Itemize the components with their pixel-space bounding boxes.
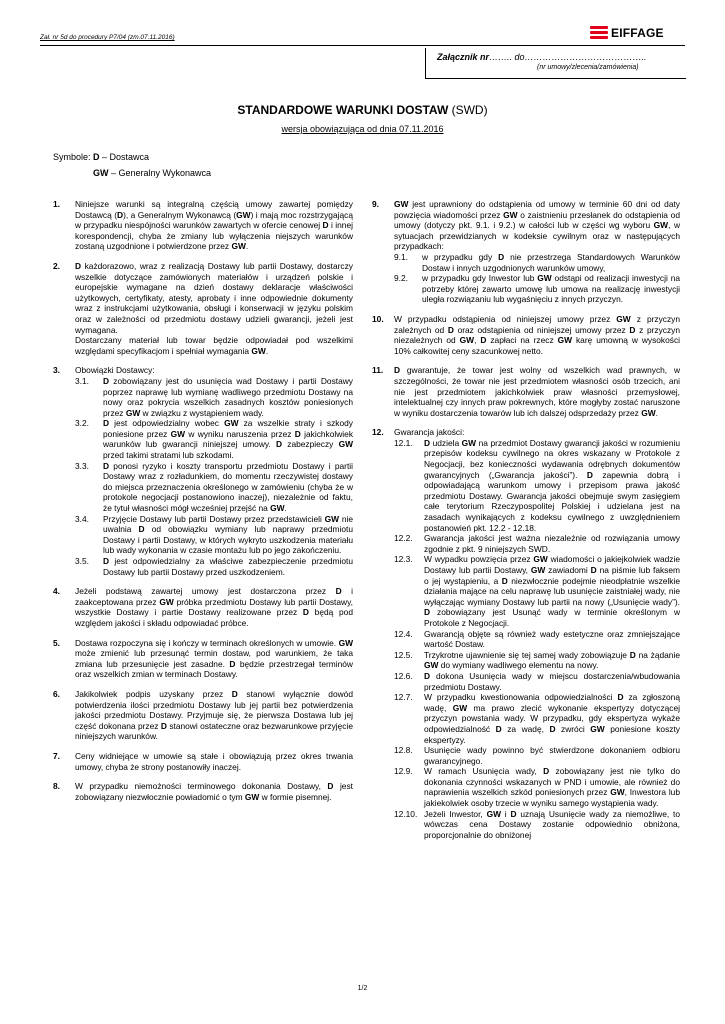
clause-text: D gwarantuje, że towar jest wolny od wszelkich wad prawnych, w szczególności, że towar nie jest przedmiotem własności osób trzecich, ani nie jest przedmiotem jakichkolwiek praw własności przemysłowej, intelektualnej czy innych praw pokrewnych, które mogłyby zostać naruszone w wyniku dostarczenia towarów lub ich dalszej odsprzedaży przez GW. <box>394 365 680 418</box>
clause-number: 4. <box>53 586 60 597</box>
subclause-number: 3.2. <box>75 418 89 429</box>
page-number: 1/2 <box>357 985 368 992</box>
subclause-number: 12.1. <box>394 437 413 448</box>
subclause-number: 3.4. <box>75 513 89 524</box>
attachment-number: Załącznik nr…….. do………………………………….. <box>437 52 647 62</box>
clause-number: 10. <box>372 313 384 324</box>
subclause-number: 12.10. <box>394 808 418 819</box>
subclause-text: Trzykrotne ujawnienie się tej samej wady zobowiązuje D na żądanie GW do wymiany wadliwego elementu na nowy. <box>424 649 680 671</box>
symbols-line-d: Symbole: D – Dostawca <box>53 152 150 162</box>
clause-text: Gwarancja jakości: <box>394 427 465 438</box>
subclause-number: 3.5. <box>75 556 89 566</box>
clause-text: Dostawa rozpoczyna się i kończy w terminach określonych w umowie. GW może zmienić lub przesunąć termin dostaw, pod warunkiem, że taka zmiana lub przesunięcie jest zasadne. D będzie przestrzegał terminów oraz wszelkich zmian w terminach Dostawy. <box>75 637 353 680</box>
eiffage-logo-mark-icon <box>590 26 608 40</box>
subclause-12-6 <box>394 671 680 692</box>
subclause-12-5 <box>394 650 680 671</box>
clause-number: 8. <box>53 781 60 792</box>
subclause-text: D jest odpowiedzialny wobec GW za wszelkie straty i szkody poniesione przez GW w wyniku naruszenia przez D jakichkolwiek warunków lub gwarancji niniejszej umowy. D zabezpieczy GW przed takimi stratami lub szkodami. <box>103 418 354 461</box>
clause-number: 12. <box>372 427 384 438</box>
subclause-12-3 <box>394 554 680 628</box>
subclause-3-3 <box>75 461 353 514</box>
subclause-3-2 <box>75 418 353 460</box>
subclause-number: 9.2. <box>394 273 408 284</box>
subclause-number: 12.9. <box>394 766 413 777</box>
clause-text: D każdorazowo, wraz z realizacją Dostawy lub partii Dostawy, dostarczy wszelkie dotyczące zamówionych materiałów i urządzeń polskie i europejskie wymagane na dzień dostawy deklaracje właściwości użytkowych, certyfikaty, atesty, aprobaty i inne odpowiednie dokumenty wraz z instrukcjami użytkowania, obsługi i konserwacji w języku polskim oraz w zależności od przedmiotu dostawy udzieli gwarancji, jeżeli jest wymagana. <box>75 260 353 335</box>
clause-3 <box>53 365 353 577</box>
subclause-number: 3.3. <box>75 460 89 471</box>
clause-number: 11. <box>372 365 384 376</box>
subclause-number: 12.7. <box>394 692 413 703</box>
clause-12 <box>372 427 680 840</box>
clause-text: Jeżeli podstawą zawartej umowy jest dostarczona przez D i zaakceptowana przez GW próbka przedmiotu Dostawy lub partii Dostawy, wszystkie Dostawy i partie Dostawy realizowane przez D będą pod względem jakości i składu odpowiadać próbce. <box>75 586 353 628</box>
clause-number: 5. <box>53 637 60 648</box>
subclause-text: Gwarancja jakości jest ważna niezależnie od rozwiązania umowy zgodnie z pkt. 9 niniejszych SWD. <box>424 533 680 554</box>
subclause-text: w przypadku gdy Inwestor lub GW odstąpi od realizacji inwestycji na potrzeby której zawarto umowę lub umowa na realizację inwestycji uległa rozwiązaniu lub wygaśnięciu z innych przyczyn. <box>422 273 681 305</box>
subclause-text: D jest odpowiedzialny za właściwe zabezpieczenie przedmiotu Dostawy lub partii Dostawy przed uszkodzeniem. <box>103 556 353 577</box>
clause-number: 1. <box>53 199 60 209</box>
subclause-number: 12.6. <box>394 670 413 681</box>
clause-6 <box>53 689 353 742</box>
clause-text: Obowiązki Dostawcy: <box>75 365 155 376</box>
subclause-text: D ponosi ryzyko i koszty transportu przedmiotu Dostawy i partii Dostawy wraz z rozładunkiem, do momentu rzeczywistej dostawy do miejsca przeznaczenia określonego w zamówieniu (chyba że w protokole negocjacji postanowiono inaczej), niezależnie od faktu, że tytuł własności mógł wcześniej przejść na GW. <box>103 460 353 514</box>
subclause-3-4 <box>75 514 353 556</box>
eiffage-logo-text: EIFFAGE <box>611 26 664 40</box>
clause-1 <box>53 199 353 252</box>
subclause-number: 12.2. <box>394 533 413 544</box>
clause-number: 6. <box>53 688 60 699</box>
clause-number: 2. <box>53 260 60 271</box>
subclause-text: W wypadku powzięcia przez GW wiadomości o jakiejkolwiek wadzie Dostawy lub partii Dostawy, GW zawiadomi D na piśmie lub faksem o jej wystąpieniu, a D niezwłocznie podejmie nieodpłatnie wszelkie działania mające na celu naprawę lub usunięcie zaistniałej wady, nie wyłączając wymiany Dostawy lub partii na nowy („Usunięcie wady”). D zobowiązany jest Usunąć wady w terminie określonym w Protokole z Negocjacji. <box>424 554 681 628</box>
clause-number: 9. <box>372 199 379 209</box>
subclause-text: W przypadku kwestionowania odpowiedzialności D za zgłoszoną wadę, GW ma prawo zlecić wykonanie ekspertyzy dotyczącej przyczyn powstania wady. W przypadku, gdy ekspertyza wykaże odpowiedzialność D za wadę, D zwróci GW poniesione koszty ekspertyzy. <box>424 692 680 745</box>
subclause-text: w przypadku gdy D nie przestrzega Standardowych Warunków Dostaw i innych uzgodnionych warunków umowy, <box>422 251 680 273</box>
symbols-line-gw: GW – Generalny Wykonawca <box>93 168 211 178</box>
clause-number: 3. <box>53 365 60 376</box>
subclause-12-8 <box>394 745 680 766</box>
left-column <box>53 199 353 811</box>
subclause-number: 12.3. <box>394 554 413 565</box>
right-column <box>372 199 680 849</box>
subclause-number: 3.1. <box>75 375 89 386</box>
clause-text: Niniejsze warunki są integralną częścią umowy zawartej pomiędzy Dostawcą (D), a Generalnym Wykonawcą (GW) i mają moc rozstrzygającą w przypadku niespójności warunków zawartych w ofercie cenowej D i innej korespondencji, chyba że zmiany lub wyłączenia niejszych warunków zostaną uzgodnione i potwierdzone przez GW. <box>75 199 353 252</box>
subclause-12-9 <box>394 766 680 808</box>
subclause-text: D zobowiązany jest do usunięcia wad Dostawy i partii Dostawy poprzez naprawę lub wymianę wadliwego przedmiotu Dostawy na nowy oraz pokrycia wszelkich zasadnych kosztów poniesionych przez GW w związku z wystąpieniem wady. <box>103 375 353 418</box>
clause-text: W przypadku odstąpienia od niniejszej umowy przez GW z przyczyn zależnych od D oraz odstąpienia od niniejszej umowy przez D z przyczyn niezależnych od GW, D zapłaci na rzecz GW karę umowną w wysokości 10% całkowitej ceny szacunkowej netto. <box>394 313 680 356</box>
attachment-note: (nr umowy/zlecenia/zamówienia) <box>537 64 639 71</box>
subclause-text: W ramach Usunięcia wady, D zobowiązany jest nie tylko do dokonania czynności wskazanych w PND i umowie, ale również do naprawienia wszelkich szkód poniesionych przez GW, Inwestora lub jakiekolwiek osoby trzecie w wyniku samego wystąpienia wady. <box>424 766 680 809</box>
clause-text: Jakikolwiek podpis uzyskany przez D stanowi wyłącznie dowód potwierdzenia ilości przedmiotu Dostawy lub jej partii bez potwierdzenia jakości przedmiotu Dostawy. Przyjmuje się, że pierwsza Dostawa lub jej część dokonana przez D stanowi ostateczne oraz bezwarunkowe przyjęcie niniejszych warunków. <box>75 688 353 742</box>
clause-8 <box>53 781 353 802</box>
subclause-number: 12.4. <box>394 628 413 639</box>
clause-7 <box>53 751 353 772</box>
subclause-12-10 <box>394 809 680 841</box>
subclause-text: D dokona Usunięcia wady w miejscu dostarczenia/wbudowania przedmiotu Dostawy. <box>424 670 680 692</box>
eiffage-logo <box>590 24 688 42</box>
subclause-12-4 <box>394 629 680 650</box>
clause-extra-text: Dostarczany materiał lub towar będzie odpowiadał pod wszelkimi względami specyfikacjom i spełniał wymagania GW. <box>75 335 353 356</box>
clause-10 <box>372 314 680 356</box>
subclause-text: Usunięcie wady powinno być stwierdzone dokonaniem odbioru gwarancyjnego. <box>424 745 680 766</box>
document-title: STANDARDOWE WARUNKI DOSTAW (SWD) <box>237 103 488 117</box>
clause-text: W przypadku niemożności terminowego dokonania Dostawy, D jest zobowiązany niezwłocznie powiadomić o tym GW w formie pisemnej. <box>75 781 353 802</box>
subclause-9-2 <box>394 273 680 305</box>
header-divider <box>40 45 685 46</box>
subclause-12-1 <box>394 438 680 533</box>
subclause-12-7 <box>394 692 680 745</box>
document-reference: Zał. nr 5d do procedury P7/04 (zm.07.11.2016) <box>40 34 175 41</box>
subclause-text: D udziela GW na przedmiot Dostawy gwarancji jakości w rozumieniu przepisów kodeksu cywilnego na okres wskazany w Protokole z Negocjacji, bez konieczności wydawania odrębnych dokumentów gwarancyjnych („Gwarancja jakości”). D zapewnia dobrą i odpowiadającą warunkom umowy i przepisom prawa jakość przedmiotu Dostawy. Gwarancja jakości obejmuje swym zasięgiem całe terytorium Rzeczypospolitej Polskiej i udzielana jest na zasadach wynikających z kodeksu cywilnego z uwzględnieniem postanowień pkt. 12.2 - 12.18. <box>424 437 680 533</box>
clause-2 <box>53 261 353 356</box>
clause-4 <box>53 586 353 628</box>
document-version: wersja obowiązująca od dnia 07.11.2016 <box>281 124 444 134</box>
subclause-3-1 <box>75 376 353 418</box>
subclause-text: Jeżeli Inwestor, GW i D uznają Usunięcie wady za niemożliwe, to wówczas cena Dostawy zostanie odpowiednio obniżona, proporcjonalnie do obniżonej <box>424 808 680 840</box>
subclause-3-5 <box>75 556 353 577</box>
subclause-number: 12.8. <box>394 745 413 756</box>
clause-5 <box>53 638 353 680</box>
clause-text: GW jest uprawniony do odstąpienia od umowy w terminie 60 dni od daty powzięcia wiadomości przez GW o zaistnieniu przesłanek do odstąpienia od umowy (dotyczy pkt. 9.1. i 9.2.) w całości lub w części wg wyboru GW, w sytuacjach przewidzianych w kodeksie cywilnym oraz w następujących przypadkach: <box>394 199 681 252</box>
clause-9 <box>372 199 680 305</box>
clause-11 <box>372 365 680 418</box>
subclause-9-1 <box>394 252 680 273</box>
clause-number: 7. <box>53 750 60 761</box>
clause-text: Ceny widniejące w umowie są stałe i obowiązują przez okres trwania umowy, chyba że strony postanowiły inaczej. <box>75 750 353 772</box>
subclause-number: 12.5. <box>394 649 413 660</box>
subclause-12-2 <box>394 533 680 554</box>
subclause-number: 9.1. <box>394 251 408 262</box>
subclause-text: Gwarancją objęte są również wady estetyczne oraz zmniejszające wartość Dostaw. <box>424 628 680 650</box>
subclause-text: Przyjęcie Dostawy lub partii Dostawy przez przedstawicieli GW nie uwalnia D od obowiązku wymiany lub naprawy przedmiotu Dostawy i partii Dostawy, w których wykryto uszkodzenia materiału lub wady wykonania w czasie montażu lub po jego zakończeniu. <box>103 513 353 556</box>
